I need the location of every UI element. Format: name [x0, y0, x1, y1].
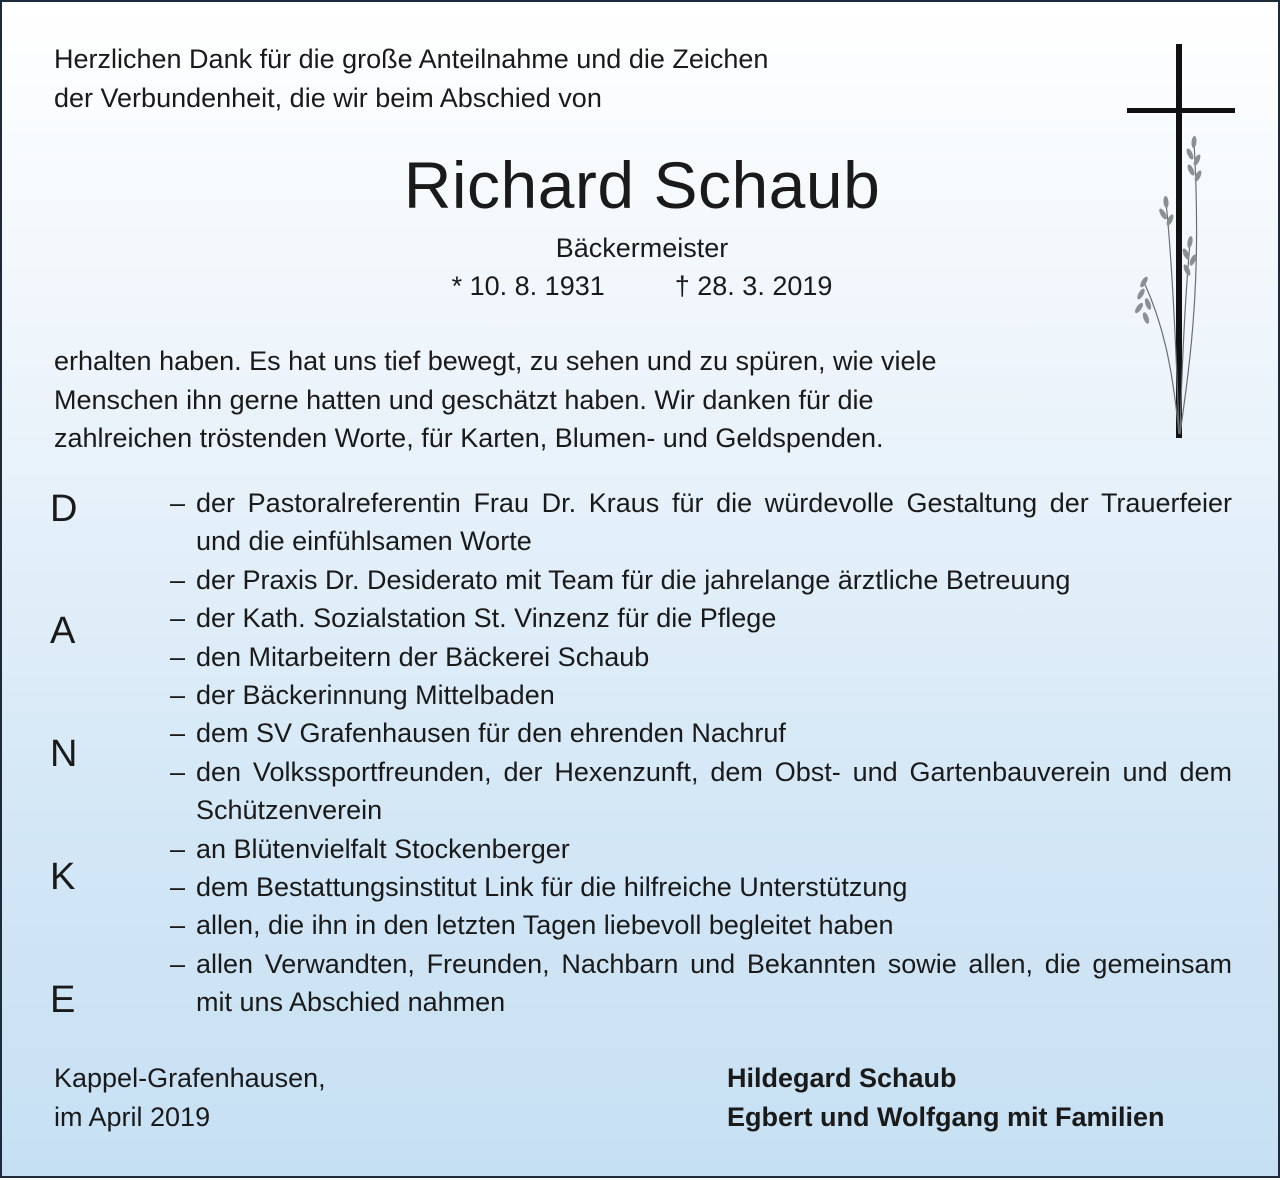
signer: Hildegard Schaub: [727, 1063, 957, 1093]
thanks-item-text: der Pastoralreferentin Frau Dr. Kraus für die würdevolle Gestaltung der Trauerfeier und die einfühlsamen Worte: [196, 488, 1232, 557]
danke-letter: D: [50, 488, 78, 530]
dash: –: [170, 488, 186, 518]
thanks-list: [170, 484, 1232, 1022]
signatures: [727, 1059, 1165, 1136]
thanks-item-text: allen, die ihn in den letzten Tagen liebevoll begleitet haben: [196, 910, 894, 941]
body-text: [54, 342, 937, 458]
thanks-item-text: an Blütenvielfalt Stockenberger: [196, 833, 570, 864]
thanks-item: [170, 868, 1232, 906]
danke-letter: N: [50, 733, 78, 775]
dash: –: [170, 833, 186, 864]
danke-letter: E: [50, 979, 76, 1021]
thanks-item: [170, 599, 1232, 637]
intro-text: [54, 40, 768, 117]
cross-with-wheat-icon: [1122, 42, 1242, 442]
thanks-item-text: dem Bestattungsinstitut Link für die hilfreiche Unterstützung: [196, 872, 908, 903]
thanks-item: [170, 714, 1232, 752]
thanks-item: [170, 945, 1232, 1022]
body-line: zahlreichen tröstenden Worte, für Karten, Blumen- und Geldspenden.: [54, 423, 884, 453]
intro-line: Herzlichen Dank für die große Anteilnahme und die Zeichen: [54, 44, 769, 74]
dash: –: [170, 564, 186, 595]
birth-date: * 10. 8. 1931: [451, 271, 605, 301]
dash: –: [170, 756, 186, 787]
thanks-item: [170, 561, 1232, 599]
thanks-item-text: allen Verwandten, Freunden, Nachbarn und Bekannten sowie allen, die gemeinsam mit uns Abschied nahmen: [196, 948, 1232, 1018]
dash: –: [170, 948, 186, 979]
place-date: [54, 1059, 326, 1136]
dash: –: [170, 680, 186, 711]
deceased-profession: Bäckermeister: [555, 233, 729, 263]
thanks-item: [170, 906, 1232, 944]
thanks-item: [170, 638, 1232, 676]
dash: –: [170, 872, 186, 903]
danke-letter: K: [50, 856, 76, 898]
date: im April 2019: [54, 1101, 211, 1132]
signer: Egbert und Wolfgang mit Familien: [727, 1101, 1165, 1132]
thanks-item: [170, 830, 1232, 868]
dash: –: [170, 910, 186, 941]
death-date: † 28. 3. 2019: [674, 271, 833, 301]
thanks-item-text: den Volkssportfreunden, der Hexenzunft, dem Obst- und Gartenbauverein und dem Schützenverein: [196, 756, 1232, 826]
deceased-name: Richard Schaub: [403, 148, 881, 222]
thanks-item-text: dem SV Grafenhausen für den ehrenden Nachruf: [196, 718, 786, 749]
thanks-item-text: der Praxis Dr. Desiderato mit Team für die jahrelange ärztliche Betreuung: [196, 564, 1071, 595]
thanks-item: [170, 753, 1232, 830]
thanks-item-text: der Bäckerinnung Mittelbaden: [196, 680, 555, 711]
thanks-item-text: der Kath. Sozialstation St. Vinzenz für die Pflege: [196, 603, 777, 634]
thanks-item: [170, 484, 1232, 561]
dash: –: [170, 603, 186, 634]
life-dates: [2, 267, 1280, 305]
dash: –: [170, 641, 186, 672]
place: Kappel-Grafenhausen,: [54, 1063, 326, 1093]
dash: –: [170, 718, 186, 749]
body-line: erhalten haben. Es hat uns tief bewegt, zu sehen und zu spüren, wie viele: [54, 346, 937, 376]
thanks-item-text: den Mitarbeitern der Bäckerei Schaub: [196, 641, 650, 672]
intro-line: der Verbundenheit, die wir beim Abschied von: [54, 82, 602, 113]
body-line: Menschen ihn gerne hatten und geschätzt haben. Wir danken für die: [54, 384, 874, 415]
danke-letter: A: [50, 610, 76, 652]
thanks-item: [170, 676, 1232, 714]
